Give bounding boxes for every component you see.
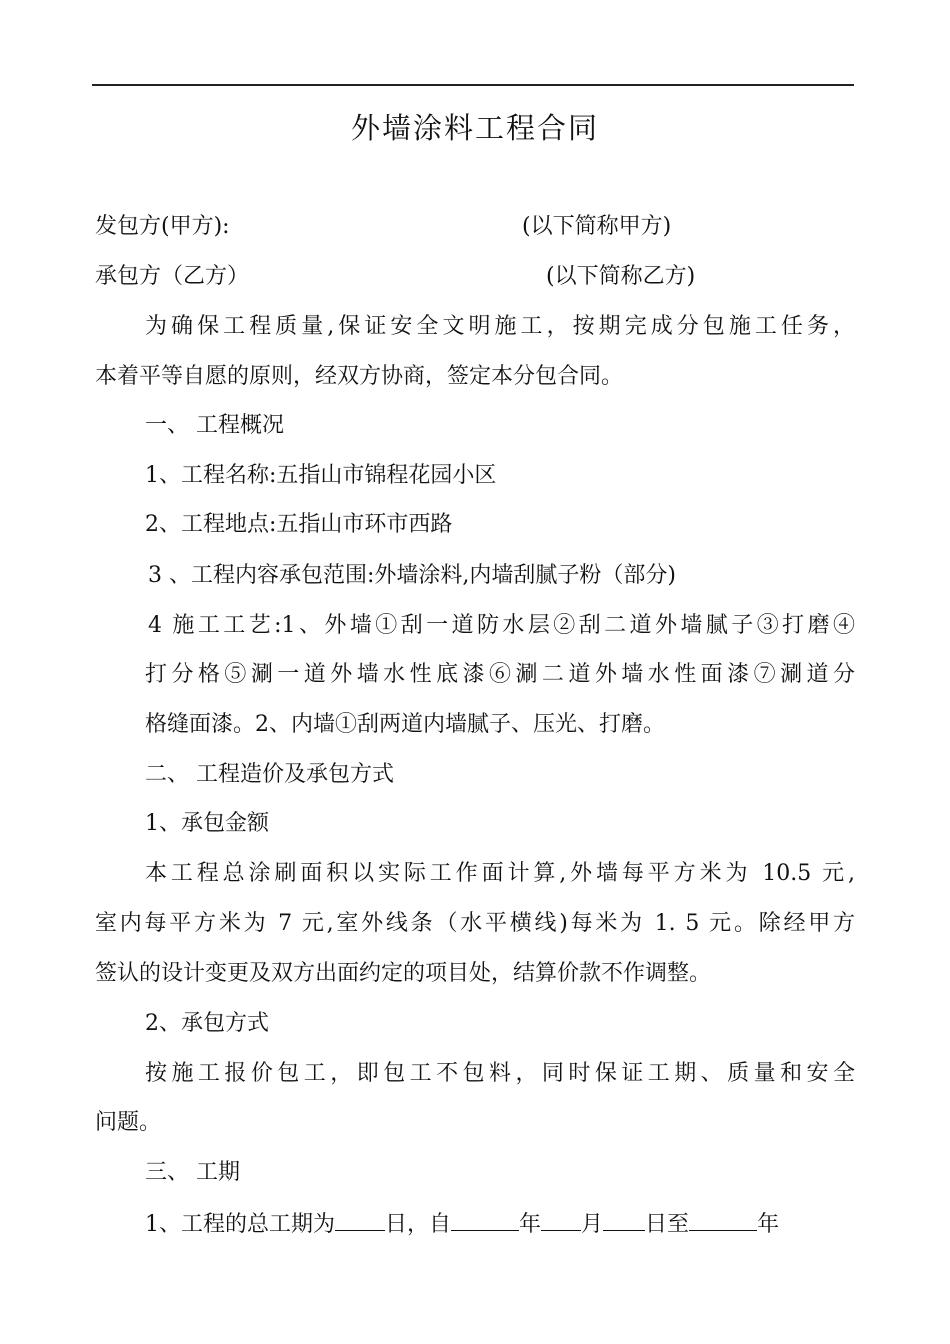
party-b-label: 承包方（乙方）	[95, 264, 250, 289]
process-line-3: 格缝面漆。2、内墙①刮两道内墙腻子、压光、打磨。	[145, 712, 665, 737]
section-1-heading: 一、 工程概况	[145, 413, 284, 438]
process-line-1: 4 施工工艺:1、外墙①刮一道防水层②刮二道外墙腻子③打磨④	[148, 613, 855, 638]
contract-amount-heading: 1、承包金额	[145, 811, 269, 836]
project-name: 1、工程名称:五指山市锦程花园小区	[145, 463, 497, 488]
contract-method-heading: 2、承包方式	[145, 1011, 269, 1036]
section-2-heading: 二、 工程造价及承包方式	[145, 762, 394, 787]
year-label: 年	[519, 1212, 542, 1237]
method-line-1: 按施工报价包工，即包工不包料，同时保证工期、质量和安全	[145, 1061, 855, 1086]
amount-line-3: 签认的设计变更及双方出面约定的项目处，结算价款不作调整。	[95, 961, 712, 986]
start-month-blank[interactable]	[541, 1208, 581, 1231]
contract-title: 外墙涂料工程合同	[350, 111, 599, 145]
intro-line-1: 为确保工程质量,保证安全文明施工，按期完成分包施工任务，	[145, 314, 855, 339]
month-label: 月	[581, 1212, 604, 1237]
duration-label: 1、工程的总工期为	[145, 1212, 335, 1237]
project-location: 2、工程地点:五指山市环市西路	[145, 512, 453, 537]
project-scope: 3 、工程内容承包范围:外墙涂料,内墙刮腻子粉（部分)	[148, 563, 676, 588]
days-blank[interactable]	[335, 1208, 385, 1231]
total-duration-line	[145, 1208, 779, 1240]
from-label: 日，自	[385, 1212, 452, 1237]
header-rule	[92, 84, 854, 86]
start-year-blank[interactable]	[451, 1208, 519, 1231]
end-year-label: 年	[757, 1212, 780, 1237]
amount-line-1: 本工程总涂刷面积以实际工作面计算,外墙每平方米为 10.5 元,	[145, 861, 855, 886]
section-3-heading: 三、 工期	[145, 1160, 240, 1185]
amount-line-2: 室内每平方米为 7 元,室外线条（水平横线)每米为 1. 5 元。除经甲方	[95, 911, 855, 936]
process-line-2: 打分格⑤涮一道外墙水性底漆⑥涮二道外墙水性面漆⑦涮道分	[145, 662, 855, 687]
intro-line-2: 本着平等自愿的原则，经双方协商，签定本分包合同。	[95, 364, 624, 389]
method-line-2: 问题。	[95, 1110, 162, 1135]
start-day-blank[interactable]	[603, 1208, 645, 1231]
party-b-note: (以下简称乙方)	[546, 264, 696, 289]
to-label: 日至	[645, 1212, 690, 1237]
end-year-blank[interactable]	[689, 1208, 757, 1231]
party-a-note: (以下简称甲方)	[522, 214, 672, 239]
party-a-label: 发包方(甲方):	[95, 214, 230, 239]
